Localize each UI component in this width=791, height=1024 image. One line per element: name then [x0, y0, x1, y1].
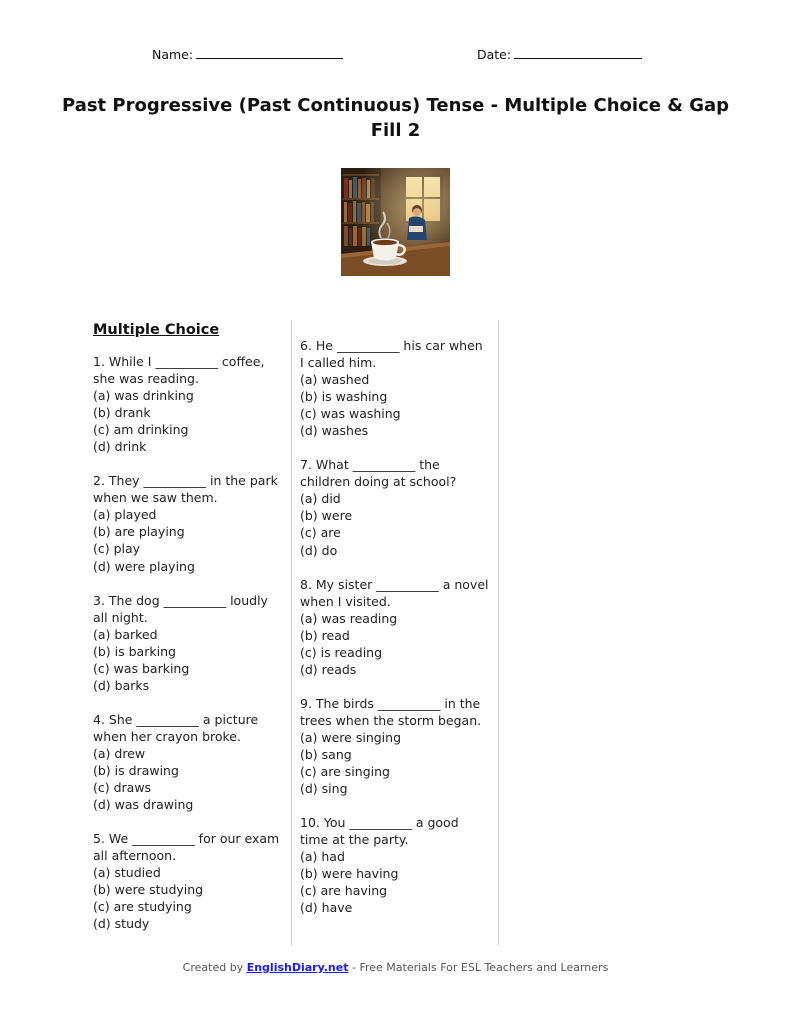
question-item [93, 472, 283, 574]
date-blank-line[interactable] [514, 46, 642, 59]
questions-column-1 [93, 320, 283, 949]
answer-option[interactable]: (d) drink [93, 439, 147, 455]
question-item [300, 576, 490, 678]
answer-option[interactable]: (d) sing [300, 781, 348, 797]
answer-option[interactable]: (c) am drinking [93, 422, 189, 438]
answer-option[interactable]: (c) was barking [93, 660, 190, 676]
answer-option[interactable]: (b) is washing [300, 389, 388, 405]
answer-option[interactable]: (d) do [300, 542, 338, 558]
answer-option[interactable]: (b) were studying [93, 882, 204, 898]
name-label: Name: [152, 47, 194, 62]
answer-option[interactable]: (c) are having [300, 883, 388, 899]
answer-option[interactable]: (d) was drawing [93, 797, 194, 813]
question-text: 2. They __________ in the park when we saw them. [93, 473, 278, 506]
footer-prefix: Created by [182, 961, 244, 974]
answer-option[interactable]: (b) are playing [93, 524, 185, 540]
englishdiary-link[interactable]: EnglishDiary.net [246, 961, 349, 974]
answer-option[interactable]: (a) played [93, 507, 157, 523]
answer-option[interactable]: (a) studied [93, 865, 161, 881]
answer-option[interactable]: (a) did [300, 491, 341, 507]
name-field [152, 46, 343, 62]
question-text: 1. While I __________ coffee, she was reading. [93, 354, 265, 387]
answer-option[interactable]: (a) washed [300, 372, 370, 388]
section-heading: Multiple Choice [93, 322, 220, 338]
answer-option[interactable]: (d) barks [93, 677, 150, 693]
answer-option[interactable]: (b) sang [300, 746, 352, 762]
answer-option[interactable]: (d) study [93, 916, 150, 932]
coffee-reading-illustration [341, 168, 450, 276]
answer-option[interactable]: (a) had [300, 849, 345, 865]
question-item [93, 830, 283, 932]
date-field [477, 46, 642, 62]
page-footer [0, 961, 791, 974]
question-text: 4. She __________ a picture when her crayon broke. [93, 711, 259, 744]
answer-option[interactable]: (d) reads [300, 661, 357, 677]
question-text: 5. We __________ for our exam all afternoon. [93, 831, 280, 864]
worksheet-title: Past Progressive (Past Continuous) Tense - Multiple Choice & Gap Fill 2 [61, 95, 729, 141]
question-text: 6. He __________ his car when I called him. [300, 338, 483, 371]
answer-option[interactable]: (b) read [300, 627, 350, 643]
answer-option[interactable]: (c) are [300, 525, 341, 541]
name-blank-line[interactable] [196, 46, 343, 59]
footer-suffix: - Free Materials For ESL Teachers and Learners [351, 961, 609, 974]
answer-option[interactable]: (d) were playing [93, 558, 195, 574]
question-text: 9. The birds __________ in the trees when the storm began. [300, 695, 482, 728]
question-text: 7. What __________ the children doing at school? [300, 457, 457, 490]
answer-option[interactable]: (b) is drawing [93, 762, 179, 778]
question-item [300, 337, 490, 439]
question-text: 3. The dog __________ loudly all night. [93, 592, 268, 625]
answer-option[interactable]: (b) drank [93, 405, 151, 421]
answer-option[interactable]: (b) were having [300, 866, 399, 882]
question-item [300, 456, 490, 558]
answer-option[interactable]: (c) are studying [93, 899, 192, 915]
answer-option[interactable]: (c) are singing [300, 764, 390, 780]
question-item [93, 711, 283, 813]
answer-option[interactable]: (c) draws [93, 780, 152, 796]
question-item [93, 592, 283, 694]
answer-option[interactable]: (b) is barking [93, 643, 176, 659]
answer-option[interactable]: (c) play [93, 541, 141, 557]
answer-option[interactable]: (a) was drinking [93, 388, 194, 404]
answer-option[interactable]: (a) barked [93, 626, 158, 642]
column-divider-right [498, 320, 499, 945]
question-item [300, 814, 490, 916]
answer-option[interactable]: (d) have [300, 900, 353, 916]
question-item [300, 695, 490, 797]
answer-option[interactable]: (c) was washing [300, 406, 401, 422]
answer-option[interactable]: (d) washes [300, 423, 369, 439]
question-item [93, 353, 283, 455]
answer-option[interactable]: (a) drew [93, 745, 146, 761]
column-divider-left [291, 320, 292, 945]
answer-option[interactable]: (a) were singing [300, 729, 402, 745]
date-label: Date: [477, 47, 512, 62]
answer-option[interactable]: (a) was reading [300, 610, 398, 626]
answer-option[interactable]: (b) were [300, 508, 353, 524]
question-text: 10. You __________ a good time at the party. [300, 815, 459, 848]
answer-option[interactable]: (c) is reading [300, 644, 383, 660]
questions-column-2 [300, 337, 490, 933]
question-text: 8. My sister __________ a novel when I visited. [300, 576, 489, 609]
